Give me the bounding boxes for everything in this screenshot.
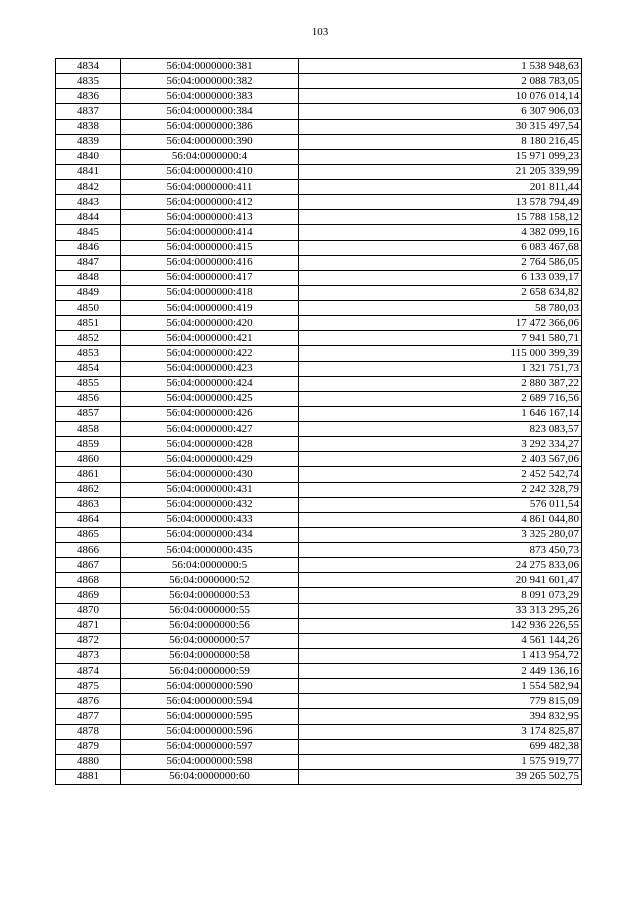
table-row bbox=[56, 558, 582, 573]
table-row bbox=[56, 119, 582, 134]
table-row bbox=[56, 754, 582, 769]
cadastral-value-cell: 6 307 906,03 bbox=[299, 104, 582, 119]
cadastral-value-table bbox=[55, 58, 582, 785]
row-number-cell: 4878 bbox=[56, 724, 121, 739]
cadastral-value-cell: 576 011,54 bbox=[299, 497, 582, 512]
cadastral-number-cell: 56:04:0000000:58 bbox=[121, 648, 299, 663]
cadastral-number-cell: 56:04:0000000:594 bbox=[121, 694, 299, 709]
cadastral-value-cell: 30 315 497,54 bbox=[299, 119, 582, 134]
cadastral-number-cell: 56:04:0000000:59 bbox=[121, 664, 299, 679]
row-number-cell: 4877 bbox=[56, 709, 121, 724]
table-row bbox=[56, 709, 582, 724]
table-row bbox=[56, 255, 582, 270]
cadastral-value-cell: 3 174 825,87 bbox=[299, 724, 582, 739]
cadastral-value-cell: 8 180 216,45 bbox=[299, 134, 582, 149]
cadastral-value-cell: 1 554 582,94 bbox=[299, 679, 582, 694]
row-number-cell: 4868 bbox=[56, 573, 121, 588]
table-row bbox=[56, 361, 582, 376]
row-number-cell: 4876 bbox=[56, 694, 121, 709]
cadastral-value-cell: 6 083 467,68 bbox=[299, 240, 582, 255]
cadastral-value-cell: 1 413 954,72 bbox=[299, 648, 582, 663]
cadastral-number-cell: 56:04:0000000:433 bbox=[121, 512, 299, 527]
table-row bbox=[56, 543, 582, 558]
table-row bbox=[56, 573, 582, 588]
cadastral-number-cell: 56:04:0000000:417 bbox=[121, 270, 299, 285]
table-row bbox=[56, 769, 582, 784]
table-row bbox=[56, 603, 582, 618]
cadastral-number-cell: 56:04:0000000:60 bbox=[121, 769, 299, 784]
row-number-cell: 4861 bbox=[56, 467, 121, 482]
cadastral-number-cell: 56:04:0000000:429 bbox=[121, 452, 299, 467]
cadastral-value-cell: 20 941 601,47 bbox=[299, 573, 582, 588]
row-number-cell: 4860 bbox=[56, 452, 121, 467]
cadastral-value-cell: 3 292 334,27 bbox=[299, 437, 582, 452]
table-row bbox=[56, 376, 582, 391]
cadastral-value-cell: 10 076 014,14 bbox=[299, 89, 582, 104]
table-row bbox=[56, 391, 582, 406]
table-row bbox=[56, 180, 582, 195]
cadastral-number-cell: 56:04:0000000:427 bbox=[121, 422, 299, 437]
table-row bbox=[56, 482, 582, 497]
row-number-cell: 4867 bbox=[56, 558, 121, 573]
table-row bbox=[56, 89, 582, 104]
cadastral-number-cell: 56:04:0000000:598 bbox=[121, 754, 299, 769]
row-number-cell: 4856 bbox=[56, 391, 121, 406]
cadastral-value-cell: 3 325 280,07 bbox=[299, 527, 582, 542]
table-row bbox=[56, 724, 582, 739]
row-number-cell: 4859 bbox=[56, 437, 121, 452]
cadastral-value-cell: 394 832,95 bbox=[299, 709, 582, 724]
row-number-cell: 4844 bbox=[56, 210, 121, 225]
row-number-cell: 4873 bbox=[56, 648, 121, 663]
table-row bbox=[56, 437, 582, 452]
row-number-cell: 4853 bbox=[56, 346, 121, 361]
page-number: 103 bbox=[311, 26, 329, 38]
cadastral-value-cell: 4 561 144,26 bbox=[299, 633, 582, 648]
table-row bbox=[56, 270, 582, 285]
row-number-cell: 4871 bbox=[56, 618, 121, 633]
row-number-cell: 4854 bbox=[56, 361, 121, 376]
cadastral-number-cell: 56:04:0000000:410 bbox=[121, 164, 299, 179]
cadastral-value-cell: 873 450,73 bbox=[299, 543, 582, 558]
table-row bbox=[56, 331, 582, 346]
cadastral-number-cell: 56:04:0000000:416 bbox=[121, 255, 299, 270]
cadastral-number-cell: 56:04:0000000:4 bbox=[121, 149, 299, 164]
table-row bbox=[56, 452, 582, 467]
cadastral-value-cell: 2 242 328,79 bbox=[299, 482, 582, 497]
cadastral-number-cell: 56:04:0000000:597 bbox=[121, 739, 299, 754]
row-number-cell: 4843 bbox=[56, 195, 121, 210]
row-number-cell: 4842 bbox=[56, 180, 121, 195]
cadastral-value-cell: 823 083,57 bbox=[299, 422, 582, 437]
table-row bbox=[56, 149, 582, 164]
row-number-cell: 4840 bbox=[56, 149, 121, 164]
cadastral-number-cell: 56:04:0000000:590 bbox=[121, 679, 299, 694]
table-row bbox=[56, 694, 582, 709]
row-number-cell: 4872 bbox=[56, 633, 121, 648]
cadastral-number-cell: 56:04:0000000:430 bbox=[121, 467, 299, 482]
cadastral-value-cell: 2 452 542,74 bbox=[299, 467, 582, 482]
table-row bbox=[56, 59, 582, 74]
table-row bbox=[56, 316, 582, 331]
row-number-cell: 4852 bbox=[56, 331, 121, 346]
cadastral-number-cell: 56:04:0000000:384 bbox=[121, 104, 299, 119]
cadastral-value-cell: 2 403 567,06 bbox=[299, 452, 582, 467]
cadastral-number-cell: 56:04:0000000:56 bbox=[121, 618, 299, 633]
row-number-cell: 4835 bbox=[56, 74, 121, 89]
cadastral-value-cell: 13 578 794,49 bbox=[299, 195, 582, 210]
row-number-cell: 4875 bbox=[56, 679, 121, 694]
cadastral-number-cell: 56:04:0000000:420 bbox=[121, 316, 299, 331]
cadastral-value-cell: 699 482,38 bbox=[299, 739, 582, 754]
cadastral-value-cell: 39 265 502,75 bbox=[299, 769, 582, 784]
cadastral-value-cell: 2 658 634,82 bbox=[299, 285, 582, 300]
cadastral-value-cell: 17 472 366,06 bbox=[299, 316, 582, 331]
table-row bbox=[56, 195, 582, 210]
row-number-cell: 4841 bbox=[56, 164, 121, 179]
row-number-cell: 4845 bbox=[56, 225, 121, 240]
cadastral-number-cell: 56:04:0000000:382 bbox=[121, 74, 299, 89]
cadastral-number-cell: 56:04:0000000:383 bbox=[121, 89, 299, 104]
table-row bbox=[56, 164, 582, 179]
cadastral-value-cell: 2 088 783,05 bbox=[299, 74, 582, 89]
table-row bbox=[56, 225, 582, 240]
row-number-cell: 4866 bbox=[56, 543, 121, 558]
table-row bbox=[56, 618, 582, 633]
cadastral-value-cell: 2 880 387,22 bbox=[299, 376, 582, 391]
cadastral-number-cell: 56:04:0000000:414 bbox=[121, 225, 299, 240]
cadastral-value-cell: 58 780,03 bbox=[299, 301, 582, 316]
cadastral-number-cell: 56:04:0000000:424 bbox=[121, 376, 299, 391]
cadastral-number-cell: 56:04:0000000:595 bbox=[121, 709, 299, 724]
cadastral-number-cell: 56:04:0000000:418 bbox=[121, 285, 299, 300]
cadastral-number-cell: 56:04:0000000:425 bbox=[121, 391, 299, 406]
row-number-cell: 4857 bbox=[56, 406, 121, 421]
table-row bbox=[56, 346, 582, 361]
table-row bbox=[56, 104, 582, 119]
cadastral-value-cell: 1 575 919,77 bbox=[299, 754, 582, 769]
cadastral-number-cell: 56:04:0000000:431 bbox=[121, 482, 299, 497]
cadastral-value-cell: 201 811,44 bbox=[299, 180, 582, 195]
row-number-cell: 4863 bbox=[56, 497, 121, 512]
table-row bbox=[56, 422, 582, 437]
cadastral-value-cell: 1 538 948,63 bbox=[299, 59, 582, 74]
row-number-cell: 4837 bbox=[56, 104, 121, 119]
table-row bbox=[56, 588, 582, 603]
cadastral-number-cell: 56:04:0000000:413 bbox=[121, 210, 299, 225]
row-number-cell: 4862 bbox=[56, 482, 121, 497]
cadastral-value-cell: 24 275 833,06 bbox=[299, 558, 582, 573]
row-number-cell: 4839 bbox=[56, 134, 121, 149]
cadastral-number-cell: 56:04:0000000:53 bbox=[121, 588, 299, 603]
cadastral-number-cell: 56:04:0000000:423 bbox=[121, 361, 299, 376]
cadastral-value-cell: 8 091 073,29 bbox=[299, 588, 582, 603]
cadastral-value-cell: 2 449 136,16 bbox=[299, 664, 582, 679]
table-row bbox=[56, 679, 582, 694]
cadastral-number-cell: 56:04:0000000:386 bbox=[121, 119, 299, 134]
cadastral-number-cell: 56:04:0000000:419 bbox=[121, 301, 299, 316]
row-number-cell: 4858 bbox=[56, 422, 121, 437]
row-number-cell: 4834 bbox=[56, 59, 121, 74]
cadastral-value-cell: 4 382 099,16 bbox=[299, 225, 582, 240]
cadastral-number-cell: 56:04:0000000:422 bbox=[121, 346, 299, 361]
cadastral-value-cell: 4 861 044,80 bbox=[299, 512, 582, 527]
cadastral-number-cell: 56:04:0000000:390 bbox=[121, 134, 299, 149]
table-row bbox=[56, 648, 582, 663]
cadastral-value-cell: 1 321 751,73 bbox=[299, 361, 582, 376]
cadastral-number-cell: 56:04:0000000:5 bbox=[121, 558, 299, 573]
table-row bbox=[56, 467, 582, 482]
table-row bbox=[56, 285, 582, 300]
cadastral-value-cell: 2 764 586,05 bbox=[299, 255, 582, 270]
cadastral-value-cell: 15 788 158,12 bbox=[299, 210, 582, 225]
table-row bbox=[56, 497, 582, 512]
cadastral-value-cell: 2 689 716,56 bbox=[299, 391, 582, 406]
row-number-cell: 4850 bbox=[56, 301, 121, 316]
row-number-cell: 4849 bbox=[56, 285, 121, 300]
table-row bbox=[56, 240, 582, 255]
cadastral-number-cell: 56:04:0000000:432 bbox=[121, 497, 299, 512]
cadastral-number-cell: 56:04:0000000:57 bbox=[121, 633, 299, 648]
row-number-cell: 4879 bbox=[56, 739, 121, 754]
table-row bbox=[56, 301, 582, 316]
cadastral-number-cell: 56:04:0000000:434 bbox=[121, 527, 299, 542]
table-row bbox=[56, 210, 582, 225]
cadastral-value-cell: 7 941 580,71 bbox=[299, 331, 582, 346]
table-row bbox=[56, 527, 582, 542]
row-number-cell: 4838 bbox=[56, 119, 121, 134]
cadastral-value-cell: 779 815,09 bbox=[299, 694, 582, 709]
row-number-cell: 4874 bbox=[56, 664, 121, 679]
row-number-cell: 4870 bbox=[56, 603, 121, 618]
row-number-cell: 4880 bbox=[56, 754, 121, 769]
row-number-cell: 4848 bbox=[56, 270, 121, 285]
table-row bbox=[56, 739, 582, 754]
cadastral-number-cell: 56:04:0000000:426 bbox=[121, 406, 299, 421]
row-number-cell: 4846 bbox=[56, 240, 121, 255]
table-row bbox=[56, 406, 582, 421]
cadastral-value-cell: 6 133 039,17 bbox=[299, 270, 582, 285]
cadastral-number-cell: 56:04:0000000:435 bbox=[121, 543, 299, 558]
table-row bbox=[56, 633, 582, 648]
cadastral-number-cell: 56:04:0000000:381 bbox=[121, 59, 299, 74]
row-number-cell: 4847 bbox=[56, 255, 121, 270]
cadastral-value-cell: 115 000 399,39 bbox=[299, 346, 582, 361]
cadastral-number-cell: 56:04:0000000:411 bbox=[121, 180, 299, 195]
row-number-cell: 4865 bbox=[56, 527, 121, 542]
table-row bbox=[56, 74, 582, 89]
table-body bbox=[56, 59, 582, 785]
cadastral-value-cell: 33 313 295,26 bbox=[299, 603, 582, 618]
cadastral-value-cell: 21 205 339,99 bbox=[299, 164, 582, 179]
cadastral-number-cell: 56:04:0000000:421 bbox=[121, 331, 299, 346]
cadastral-number-cell: 56:04:0000000:52 bbox=[121, 573, 299, 588]
cadastral-number-cell: 56:04:0000000:55 bbox=[121, 603, 299, 618]
row-number-cell: 4881 bbox=[56, 769, 121, 784]
cadastral-number-cell: 56:04:0000000:415 bbox=[121, 240, 299, 255]
cadastral-value-cell: 15 971 099,23 bbox=[299, 149, 582, 164]
table-row bbox=[56, 512, 582, 527]
row-number-cell: 4851 bbox=[56, 316, 121, 331]
row-number-cell: 4836 bbox=[56, 89, 121, 104]
row-number-cell: 4869 bbox=[56, 588, 121, 603]
row-number-cell: 4855 bbox=[56, 376, 121, 391]
cadastral-number-cell: 56:04:0000000:412 bbox=[121, 195, 299, 210]
table-row bbox=[56, 664, 582, 679]
cadastral-number-cell: 56:04:0000000:596 bbox=[121, 724, 299, 739]
table-row bbox=[56, 134, 582, 149]
cadastral-number-cell: 56:04:0000000:428 bbox=[121, 437, 299, 452]
cadastral-value-cell: 142 936 226,55 bbox=[299, 618, 582, 633]
cadastral-value-cell: 1 646 167,14 bbox=[299, 406, 582, 421]
row-number-cell: 4864 bbox=[56, 512, 121, 527]
